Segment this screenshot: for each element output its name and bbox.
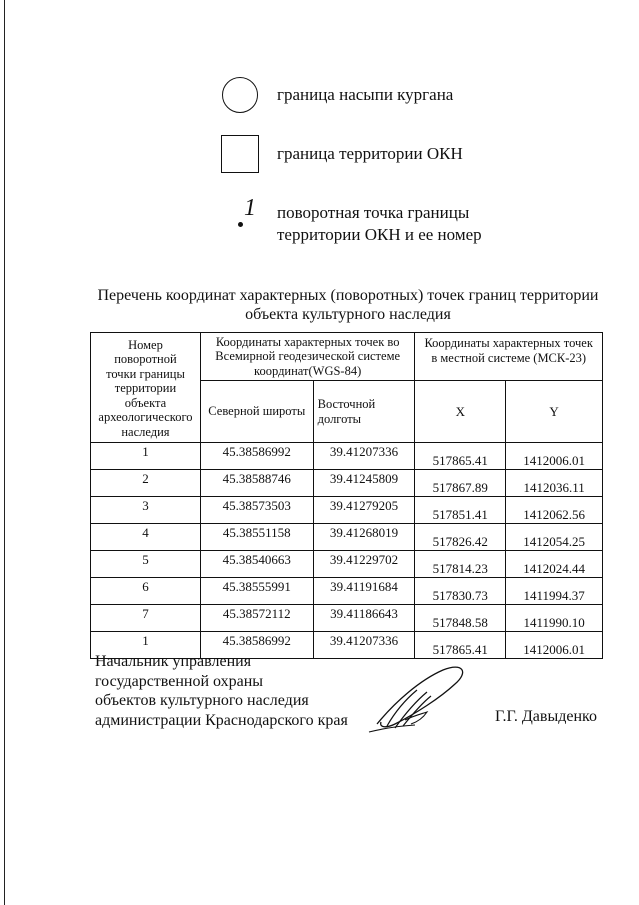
signatory-title-line: администрации Краснодарского края — [95, 711, 348, 729]
col-header-latitude: Северной широты — [200, 381, 313, 443]
cell-latitude: 45.38540663 — [200, 551, 313, 578]
table-row — [91, 578, 603, 605]
cell-x: 517867.89 — [415, 470, 506, 497]
cell-y: 1412062.56 — [506, 497, 603, 524]
cell-point-number: 6 — [91, 578, 201, 605]
signatory-title-line: государственной охраны — [95, 672, 264, 690]
cell-longitude: 39.41207336 — [313, 443, 415, 470]
cell-latitude: 45.38586992 — [200, 443, 313, 470]
table-row — [91, 470, 603, 497]
signatory-title — [95, 652, 348, 730]
cell-latitude: 45.38588746 — [200, 470, 313, 497]
page-left-border — [4, 0, 5, 905]
cell-y: 1411990.10 — [506, 605, 603, 632]
header-text: долготы — [317, 411, 362, 426]
cell-point-number: 5 — [91, 551, 201, 578]
col-header-y: Y — [506, 381, 603, 443]
header-text: в местной системе (МСК-23) — [431, 350, 587, 365]
signatory-name: Г.Г. Давыденко — [495, 708, 597, 725]
cell-point-number: 1 — [91, 632, 201, 659]
col-header-point-number — [91, 333, 201, 443]
cell-longitude: 39.41186643 — [313, 605, 415, 632]
cell-longitude: 39.41279205 — [313, 497, 415, 524]
turning-point-number: 1 — [244, 195, 256, 221]
cell-x: 517830.73 — [415, 578, 506, 605]
cell-latitude: 45.38551158 — [200, 524, 313, 551]
header-text: наследия — [121, 424, 170, 439]
cell-longitude: 39.41207336 — [313, 632, 415, 659]
table-row — [91, 443, 603, 470]
cell-latitude: 45.38572112 — [200, 605, 313, 632]
header-text: Номер — [128, 337, 163, 352]
handwritten-signature — [365, 662, 475, 742]
cell-x: 517865.41 — [415, 443, 506, 470]
turning-point-icon — [238, 195, 260, 234]
header-text: объекта — [124, 395, 167, 410]
table-row — [91, 551, 603, 578]
col-header-x: X — [415, 381, 506, 443]
signatory-title-line: объектов культурного наследия — [95, 692, 309, 709]
cell-latitude: 45.38586992 — [200, 632, 313, 659]
cell-x: 517865.41 — [415, 632, 506, 659]
legend-territory-text: граница территории ОКН — [277, 144, 463, 163]
table-header-row-1 — [91, 333, 603, 381]
cell-latitude: 45.38555991 — [200, 578, 313, 605]
cell-point-number: 3 — [91, 497, 201, 524]
header-text: поворотной — [114, 352, 177, 367]
cell-y: 1411994.37 — [506, 578, 603, 605]
table-row — [91, 497, 603, 524]
cell-longitude: 39.41245809 — [313, 470, 415, 497]
coordinates-table — [90, 332, 603, 659]
header-text: Координаты характерных точек — [424, 336, 593, 350]
header-text: археологического — [98, 410, 193, 425]
col-group-wgs84 — [200, 333, 414, 381]
cell-y: 1412036.11 — [506, 470, 603, 497]
header-text: Восточной — [317, 397, 376, 411]
cell-point-number: 4 — [91, 524, 201, 551]
cell-longitude: 39.41268019 — [313, 524, 415, 551]
header-text: Координаты характерных точек во — [215, 334, 400, 349]
signatory-title-line: Начальник управления — [95, 653, 252, 670]
cell-point-number: 7 — [91, 605, 201, 632]
table-row — [91, 605, 603, 632]
col-header-longitude — [313, 381, 415, 443]
cell-y: 1412006.01 — [506, 632, 603, 659]
cell-x: 517848.58 — [415, 605, 506, 632]
col-group-msk23 — [415, 333, 603, 381]
cell-y: 1412024.44 — [506, 551, 603, 578]
cell-latitude: 45.38573503 — [200, 497, 313, 524]
cell-y: 1412006.01 — [506, 443, 603, 470]
cell-y: 1412054.25 — [506, 524, 603, 551]
header-text: территории — [114, 381, 177, 396]
cell-point-number: 1 — [91, 443, 201, 470]
header-text: точки границы — [106, 366, 185, 381]
legend-point-text-line1: поворотная точка границы — [277, 203, 470, 222]
cell-longitude: 39.41191684 — [313, 578, 415, 605]
heading-line2: объекта культурного наследия — [245, 306, 451, 323]
header-text: координат(WGS-84) — [254, 363, 362, 378]
heading-line1: Перечень координат характерных (поворотных) точек границ территории — [97, 287, 599, 304]
table-body — [91, 443, 603, 659]
cell-x: 517851.41 — [415, 497, 506, 524]
cell-x: 517814.23 — [415, 551, 506, 578]
cell-x: 517826.42 — [415, 524, 506, 551]
cell-longitude: 39.41229702 — [313, 551, 415, 578]
legend-mound-text: граница насыпи кургана — [277, 85, 454, 104]
turning-point-dot-icon — [238, 222, 243, 227]
cell-point-number: 2 — [91, 470, 201, 497]
header-text: Всемирной геодезической системе — [215, 349, 401, 364]
mound-boundary-circle-icon — [222, 77, 258, 113]
table-row — [91, 524, 603, 551]
legend-point-text-line2: территории ОКН и ее номер — [277, 225, 482, 244]
territory-boundary-square-icon — [221, 135, 259, 173]
